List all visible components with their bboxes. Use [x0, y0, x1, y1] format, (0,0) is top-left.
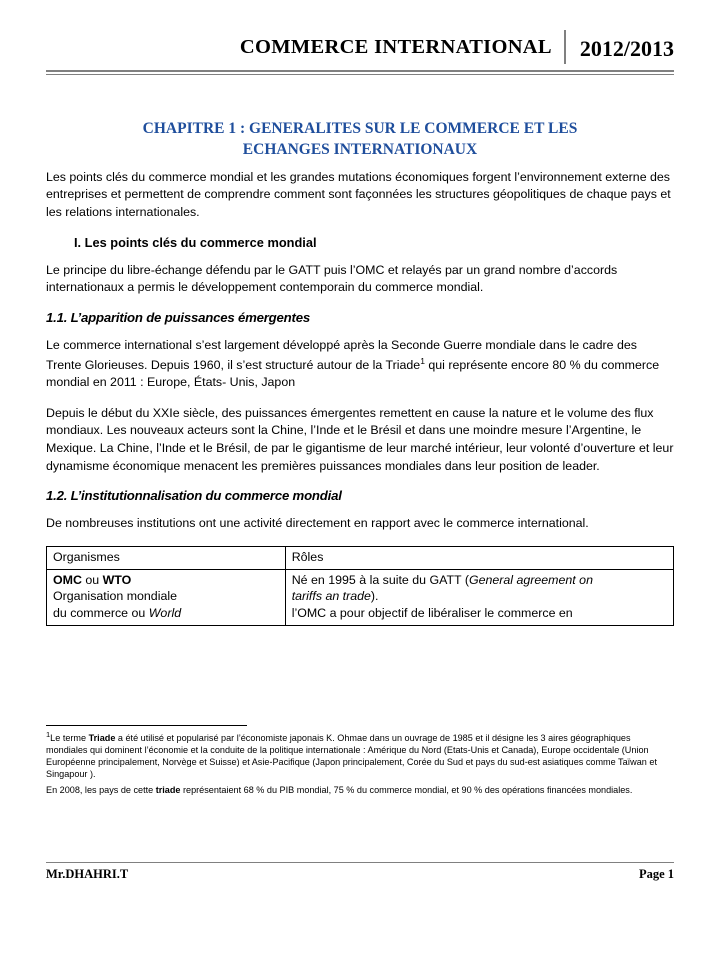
footnote-area — [46, 725, 674, 801]
section-1-1-paragraph-1 — [46, 337, 674, 392]
header-title: COMMERCE INTERNATIONAL — [239, 36, 552, 58]
section-1-2-paragraph-1: De nombreuses institutions ont une activité directement en rapport avec le commerce international. — [46, 516, 589, 531]
footnote-reference-1[interactable]: 1 — [420, 355, 425, 366]
footnote-separator — [46, 725, 247, 726]
footnote-2 — [46, 784, 674, 796]
role-line-1-plain: Né en 1995 à la suite du GATT ( — [291, 572, 469, 587]
org-conjunction: ou — [81, 572, 103, 587]
role-line-3: l’OMC a pour objectif de libéraliser le commerce en — [291, 606, 573, 621]
role-line-2 — [292, 588, 667, 605]
table-cell-organisme — [47, 569, 286, 625]
org-line-3-plain: du commerce ou — [53, 606, 149, 621]
org-abbrev-omc: OMC — [53, 572, 82, 587]
section-1-paragraph: Le principe du libre-échange défendu par le GATT puis l’OMC et relayés par un grand nombre d’accords internationaux a permis le développement contemporain du commerce mondial. — [46, 262, 618, 295]
table-header-roles: Rôles — [285, 546, 673, 569]
footnote-term-triade-2: triade — [155, 785, 181, 796]
role-line-1-italic: General agreement on — [468, 572, 593, 587]
footnote-term-triade: Triade — [88, 733, 116, 744]
section-heading-1: I. Les points clés du commerce mondial — [74, 234, 317, 250]
table-header-organismes: Organismes — [47, 546, 286, 569]
table-cell-role — [285, 569, 673, 625]
org-line-1 — [53, 572, 279, 589]
org-line-3-italic: World — [148, 606, 182, 621]
footer-author: Mr.DHAHRI.T — [46, 867, 129, 881]
organisations-table — [46, 546, 674, 626]
org-line-2: Organisation mondiale — [53, 589, 177, 604]
chapter-title — [60, 119, 660, 161]
footnote-1-part1: Le terme — [50, 733, 89, 744]
s11-p1-part1: Le commerce international s’est largement développé après la Seconde Guerre mondiale dans le cadre des Trente Glorieuses. Depuis 1960, il s’est structuré autour de la Triade — [46, 337, 637, 372]
footnote-1 — [46, 730, 674, 780]
role-line-1 — [292, 572, 667, 589]
table-row — [47, 569, 674, 625]
document-footer — [46, 862, 674, 882]
footnote-2-part2: représentaient 68 % du PIB mondial, 75 % du commerce mondial, et 90 % des opérations financées mondiales. — [180, 785, 633, 796]
document-header — [46, 30, 674, 72]
section-heading-1-2: 1.2. L’institutionnalisation du commerce mondial — [46, 488, 342, 504]
s11-p1-part2: qui représente encore 80 % du commerce mondial en 2011 : Europe, États- Unis, Japon — [46, 357, 660, 390]
footer-page-number: Page 1 — [638, 867, 674, 881]
footnote-1-part2: a été utilisé et popularisé par l’économiste japonais K. Ohmae dans un ouvrage de 1985 et il désigne les 3 aires géographiques mondiales qui dominent l’économie et la conduite de la politique internationale : Amérique du Nord (Etats-Unis et Canada), Europe occidentale (Union Européenne principalement, Norvège et Suisse) et Asie-Pacifique (Japon principalement, Corée du Sud et pays du sud-est asiatiques comme Taïwan et Singapour ). — [46, 733, 657, 780]
section-heading-1-1: 1.1. L’apparition de puissances émergentes — [46, 309, 310, 325]
intro-paragraph: Les points clés du commerce mondial et les grandes mutations économiques forgent l’environnement externe des entreprises et permettent de comprendre comment sont façonnées les structures géopolitiques de chaque pays et les relations internationales. — [46, 169, 671, 220]
role-line-2-plain: ). — [370, 589, 379, 604]
chapter-title-line-1: CHAPITRE 1 : GENERALITES SUR LE COMMERCE ET LES — [142, 120, 578, 137]
org-line-3 — [53, 605, 279, 622]
org-abbrev-wto: WTO — [102, 572, 132, 587]
chapter-title-line-2: ECHANGES INTERNATIONAUX — [242, 140, 478, 158]
header-academic-year: 2012/2013 — [564, 30, 674, 64]
table-header-row — [47, 546, 674, 569]
header-divider — [46, 74, 674, 75]
section-1-1-paragraph-2: Depuis le début du XXIe siècle, des puissances émergentes remettent en cause la nature et le volume des flux mondiaux. Les nouveaux acteurs sont la Chine, l’Inde et le Brésil et dans une moindre mesure l’Argentine, le Mexique. La Chine, l’Inde et le Brésil, de par le gigantisme de leur marché intérieur, leur volonté d’ouverture et leur dynamisme économique menacent les premières puissances mondiales dans leur position de leader. — [46, 405, 674, 473]
role-line-2-italic: tariffs an trade — [291, 589, 371, 604]
footnote-2-part1: En 2008, les pays de cette — [46, 785, 156, 796]
footnote-number: 1 — [46, 730, 51, 739]
